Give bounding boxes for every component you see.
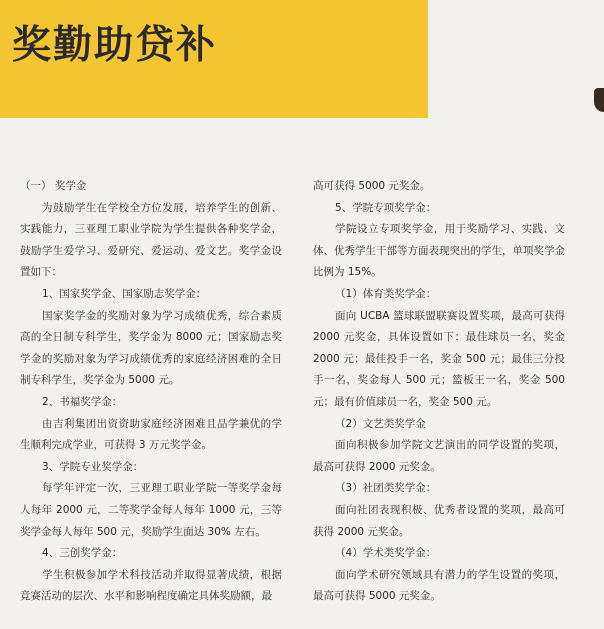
paragraph: （1）体育类奖学金：: [335, 287, 437, 300]
paragraph: 1、国家奖学金、国家励志奖学金：: [42, 287, 207, 300]
right-text-column: [313, 176, 565, 608]
page-edge-mark: [594, 88, 604, 112]
paragraph: 面向社团表现积极、优秀者设置的奖项，最高可获得 2000 元奖金。: [313, 503, 565, 538]
paragraph: （2）文艺类奖学金: [335, 417, 426, 430]
paragraph: 3、学院专业奖学金：: [42, 460, 144, 473]
paragraph: 4、三创奖学金：: [42, 547, 123, 560]
left-text-column: [20, 176, 282, 608]
paragraph: 国家奖学金的奖励对象为学习成绩优秀，综合素质高的全日制专科学生，奖学金为 8000 元；国家励志奖学金的奖励对象为学习成绩优秀的家庭经济困难的全日制专科学生，奖学金为 5000 元。: [20, 309, 282, 387]
paragraph: 学院设立专项奖学金，用于奖励学习、实践、文体、优秀学生干部等方面表现突出的学生，单项奖学金比例为 15%。: [313, 223, 565, 279]
paragraph: （4）学术类奖学金：: [335, 547, 437, 560]
paragraph: 由吉利集团出资资助家庭经济困难且品学兼优的学生顺利完成学业，可获得 3 万元奖学金。: [20, 417, 282, 452]
paragraph: 面向 UCBA 篮球联盟联赛设置奖项，最高可获得 2000 元奖金，具体设置如下：最佳球员一名，奖金 2000 元；最佳投手一名，奖金 500 元；最佳三分投手一名，奖金每人 500 元；篮板王一名，奖金 500 元；最有价值球员一名，奖金 500 元。: [313, 309, 565, 408]
page-title: 奖勤助贷补: [12, 23, 218, 68]
paragraph: 面向学术研究领域具有潜力的学生设置的奖项，最高可获得 5000 元奖金。: [313, 568, 565, 603]
paragraph: 为鼓励学生在学校全方位发展，培养学生的创新、实践能力，三亚理工职业学院为学生提供各种奖学金，鼓励学生爱学习、爱研究、爱运动、爱文艺。奖学金设置如下：: [20, 201, 282, 279]
paragraph: 高可获得 5000 元奖金。: [313, 180, 431, 192]
paragraph: 2、书福奖学金：: [42, 395, 123, 408]
paragraph: 5、学院专项奖学金：: [335, 201, 437, 214]
paragraph: （一） 奖学金: [20, 180, 87, 192]
title-banner: [0, 0, 428, 118]
paragraph: 每学年评定一次，三亚理工职业学院一等奖学金每人每年 2000 元，二等奖学金每人每年 1000 元，三等奖学金每人每年 500 元，奖励学生面达 30% 左右。: [20, 482, 282, 538]
paragraph: 学生积极参加学术科技活动并取得显著成绩，根据竞赛活动的层次、水平和影响程度确定具体奖励额，最: [20, 568, 282, 603]
paragraph: （3）社团类奖学金：: [335, 482, 437, 495]
paragraph: 面向积极参加学院文艺演出的同学设置的奖项，最高可获得 2000 元奖金。: [313, 439, 565, 473]
